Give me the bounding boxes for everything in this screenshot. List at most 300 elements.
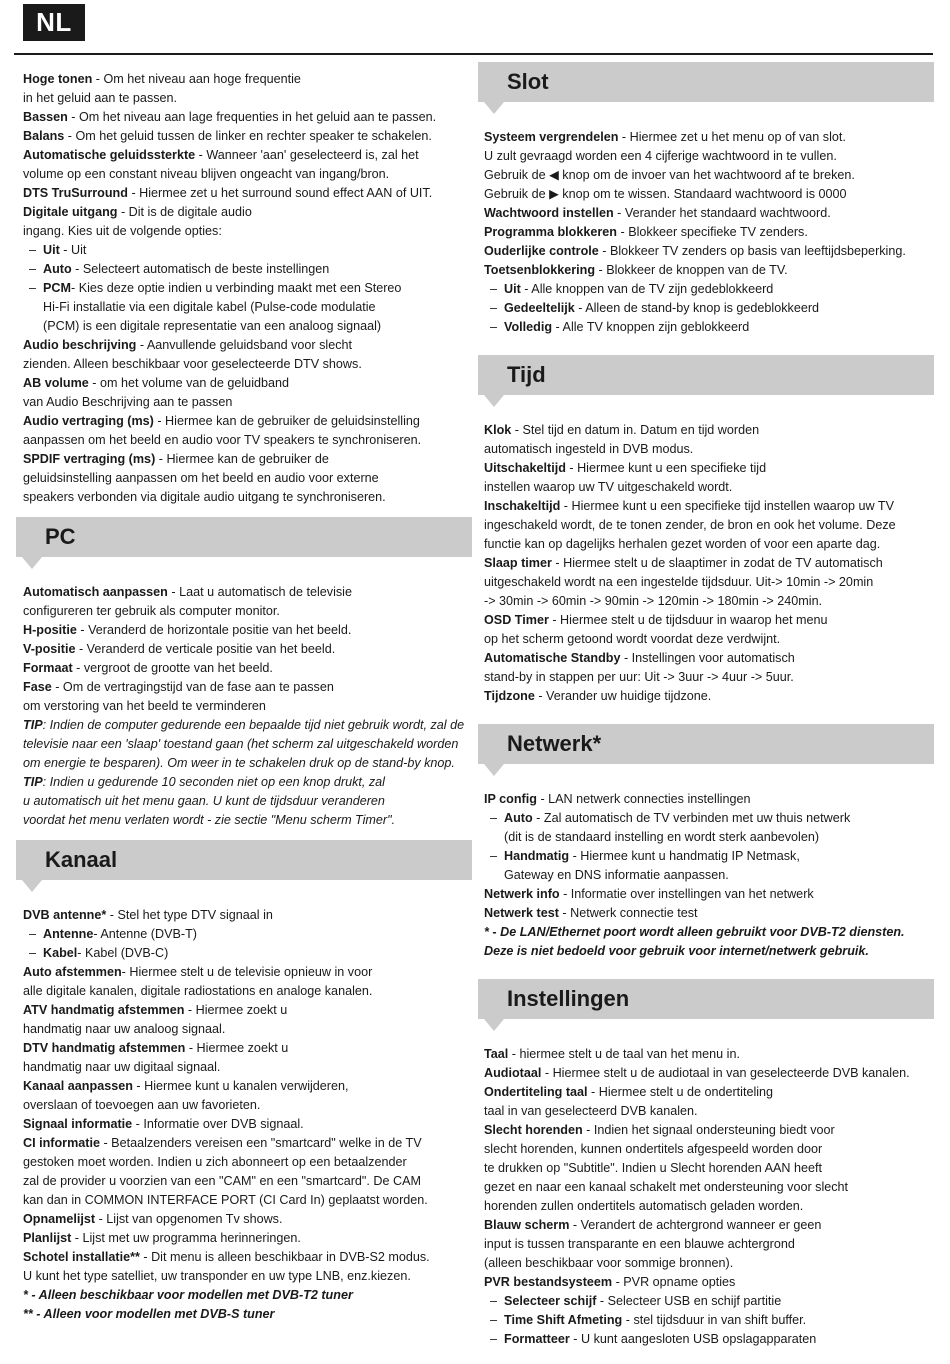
section-header-pc bbox=[16, 517, 472, 557]
continuation-text: U zult gevraagd worden een 4 cijferige wachtwoord in te vullen. bbox=[484, 149, 837, 163]
tip-text: om energie te besparen). Om weer in te schakelen druk op de stand-by knop. bbox=[23, 756, 455, 770]
continuation-text: overslaan of toevoegen aan uw favorieten. bbox=[23, 1098, 261, 1112]
tip-line bbox=[23, 716, 468, 735]
continuation-text: slecht horenden, kunnen ondertitels afgespeeld worden door bbox=[484, 1142, 823, 1156]
setting-term: Ouderlijke controle bbox=[484, 244, 599, 258]
setting-term: V-positie bbox=[23, 642, 76, 656]
setting-entry bbox=[23, 659, 468, 678]
section-header-slot bbox=[478, 62, 934, 102]
setting-term: Automatische Standby bbox=[484, 651, 621, 665]
section-title-kanaal: Kanaal bbox=[45, 847, 118, 872]
setting-entry bbox=[23, 412, 468, 431]
setting-entry bbox=[484, 649, 930, 668]
continuation-line bbox=[484, 630, 930, 649]
setting-description: - Blokkeer specifieke TV zenders. bbox=[617, 225, 808, 239]
setting-option bbox=[484, 1330, 930, 1349]
audio-settings-list bbox=[23, 70, 468, 507]
continuation-text: Gateway en DNS informatie aanpassen. bbox=[504, 868, 729, 882]
setting-term: ATV handmatig afstemmen bbox=[23, 1003, 185, 1017]
setting-term: Fase bbox=[23, 680, 52, 694]
footnote bbox=[484, 923, 930, 942]
setting-term: Audio beschrijving bbox=[23, 338, 137, 352]
setting-description: - Hiermee stelt u de ondertiteling bbox=[587, 1085, 774, 1099]
continuation-text: van Audio Beschrijving aan te passen bbox=[23, 395, 233, 409]
setting-description: - Hiermee zoekt u bbox=[184, 1003, 288, 1017]
setting-term: Audio vertraging (ms) bbox=[23, 414, 154, 428]
setting-term: Wachtwoord instellen bbox=[484, 206, 614, 220]
setting-term: PVR bestandsysteem bbox=[484, 1275, 613, 1289]
setting-description: - Betaalzenders vereisen een "smartcard" welke in de TV bbox=[99, 1136, 422, 1150]
setting-option bbox=[484, 1292, 930, 1311]
setting-entry bbox=[23, 203, 468, 222]
continuation-text: taal in van geselecteerd DVB kanalen. bbox=[484, 1104, 698, 1118]
setting-term: Toetsenblokkering bbox=[484, 263, 596, 277]
setting-term: Inschakeltijd bbox=[484, 499, 561, 513]
setting-term: AB volume bbox=[23, 376, 89, 390]
setting-term: Automatisch aanpassen bbox=[23, 585, 168, 599]
section-header-instellingen bbox=[478, 979, 934, 1019]
setting-term: Auto afstemmen bbox=[23, 965, 122, 979]
right-column bbox=[484, 62, 930, 1349]
setting-description: - hiermee stelt u de taal van het menu in. bbox=[508, 1047, 740, 1061]
setting-entry bbox=[23, 108, 468, 127]
setting-option bbox=[484, 280, 930, 299]
continuation-text: ingang. Kies uit de volgende opties: bbox=[23, 224, 222, 238]
tip-text: voordat het menu verlaten wordt - zie sectie "Menu scherm Timer". bbox=[23, 813, 396, 827]
continuation-text: om verstoring van het beeld te verminderen bbox=[23, 699, 266, 713]
continuation-text: configureren ter gebruik als computer monitor. bbox=[23, 604, 280, 618]
section-title-netwerk: Netwerk* bbox=[507, 731, 602, 756]
setting-description: - om het volume van de geluidband bbox=[88, 376, 290, 390]
section-header-kanaal bbox=[16, 840, 472, 880]
tip-continuation bbox=[23, 754, 468, 773]
option-description: - U kunt aangesloten USB opslagapparaten bbox=[569, 1332, 817, 1346]
continuation-line bbox=[484, 440, 930, 459]
setting-description: - Hiermee zet u het menu op of van slot. bbox=[618, 130, 846, 144]
continuation-text: handmatig naar uw analoog signaal. bbox=[23, 1022, 226, 1036]
setting-option bbox=[23, 241, 468, 260]
setting-option bbox=[484, 1311, 930, 1330]
continuation-text: stand-by in stappen per uur: Uit -> 3uur -> 4uur -> 5uur. bbox=[484, 670, 794, 684]
section-header-netwerk bbox=[478, 724, 934, 764]
option-term: Gedeeltelijk bbox=[504, 301, 575, 315]
setting-entry bbox=[484, 421, 930, 440]
continuation-text: uitgeschakeld wordt na een ingestelde tijdsduur. Uit-> 10min -> 20min bbox=[484, 575, 874, 589]
continuation-line bbox=[23, 1153, 468, 1172]
continuation-text: op het scherm getoond wordt voordat deze verdwijnt. bbox=[484, 632, 781, 646]
setting-description: - Om de vertragingstijd van de fase aan te passen bbox=[51, 680, 334, 694]
setting-term: Audiotaal bbox=[484, 1066, 542, 1080]
setting-entry bbox=[23, 70, 468, 89]
continuation-line bbox=[23, 469, 468, 488]
continuation-text: functie kan op dagelijks herhalen gezet worden of voor een aparte dag. bbox=[484, 537, 881, 551]
setting-entry bbox=[484, 497, 930, 516]
setting-entry bbox=[23, 146, 468, 165]
setting-description: - Verander het standaard wachtwoord. bbox=[613, 206, 831, 220]
setting-term: Digitale uitgang bbox=[23, 205, 118, 219]
setting-term: Netwerk info bbox=[484, 887, 560, 901]
continuation-text: automatisch ingesteld in DVB modus. bbox=[484, 442, 694, 456]
setting-description: - Aanvullende geluidsband voor slecht bbox=[136, 338, 352, 352]
setting-description: - Veranderd de verticale positie van het beeld. bbox=[75, 642, 336, 656]
continuation-line bbox=[23, 1058, 468, 1077]
continuation-text: zal de provider u voorzien van een "CAM" en een "smartcard". De CAM bbox=[23, 1174, 421, 1188]
section-title-slot: Slot bbox=[507, 69, 549, 94]
option-description: - Kies deze optie indien u verbinding maakt met een Stereo bbox=[71, 281, 402, 295]
setting-term: OSD Timer bbox=[484, 613, 549, 627]
setting-term: DVB antenne* bbox=[23, 908, 107, 922]
setting-entry bbox=[484, 904, 930, 923]
option-description: - Selecteer USB en schijf partitie bbox=[596, 1294, 782, 1308]
continuation-line bbox=[23, 222, 468, 241]
setting-entry bbox=[23, 1001, 468, 1020]
continuation-line bbox=[484, 1235, 930, 1254]
footnote-text: * - Alleen beschikbaar voor modellen met DVB-T2 tuner bbox=[23, 1288, 353, 1302]
continuation-line bbox=[484, 668, 930, 687]
setting-description: - Stel het type DTV signaal in bbox=[106, 908, 273, 922]
tip-label: TIP bbox=[23, 775, 43, 789]
footnote bbox=[23, 1305, 468, 1324]
setting-term: CI informatie bbox=[23, 1136, 100, 1150]
instellingen-settings-list bbox=[484, 1045, 930, 1349]
continuation-text: volume op een constant niveau blijven ongeacht van ingang/bron. bbox=[23, 167, 390, 181]
setting-entry bbox=[23, 963, 468, 982]
continuation-line bbox=[23, 89, 468, 108]
setting-term: Kanaal aanpassen bbox=[23, 1079, 133, 1093]
option-description: - Alleen de stand-by knop is gedeblokkeerd bbox=[574, 301, 820, 315]
setting-description: - Hiermee kunt u een specifieke tijd instellen waarop uw TV bbox=[560, 499, 894, 513]
setting-option bbox=[23, 925, 468, 944]
tip-continuation bbox=[23, 735, 468, 754]
setting-entry bbox=[23, 640, 468, 659]
continuation-line bbox=[484, 1254, 930, 1273]
continuation-text: aanpassen om het beeld en audio voor TV speakers te synchroniseren. bbox=[23, 433, 422, 447]
setting-term: Hoge tonen bbox=[23, 72, 93, 86]
continuation-line bbox=[484, 1140, 930, 1159]
setting-description: - Lijst van opgenomen Tv shows. bbox=[95, 1212, 283, 1226]
continuation-text: instellen waarop uw TV uitgeschakeld wordt. bbox=[484, 480, 733, 494]
setting-description: - Hiermee stelt u de slaaptimer in zodat de TV automatisch bbox=[551, 556, 883, 570]
setting-description: - Informatie over instellingen van het netwerk bbox=[559, 887, 814, 901]
continuation-line bbox=[484, 1159, 930, 1178]
footnote bbox=[484, 942, 930, 961]
continuation-line bbox=[23, 355, 468, 374]
continuation-text: ingeschakeld wordt, de te tonen zender, de bron en ook het volume. Deze bbox=[484, 518, 896, 532]
kanaal-settings-list bbox=[23, 906, 468, 1324]
header-rule bbox=[14, 53, 933, 55]
setting-entry bbox=[484, 1064, 930, 1083]
setting-description: - Hiermee zoekt u bbox=[185, 1041, 289, 1055]
setting-term: H-positie bbox=[23, 623, 77, 637]
pc-settings-list bbox=[23, 583, 468, 830]
continuation-text: horenden zullen ondertitels automatisch geladen worden. bbox=[484, 1199, 804, 1213]
setting-description: - Hiermee stelt u de tijdsduur in waarop het menu bbox=[548, 613, 828, 627]
setting-description: - Hiermee zet u het surround sound effect AAN of UIT. bbox=[127, 186, 433, 200]
tip-text: u automatisch uit het menu gaan. U kunt de tijdsduur veranderen bbox=[23, 794, 385, 808]
setting-entry bbox=[23, 1210, 468, 1229]
continuation-text: (alleen beschikbaar voor sommige bronnen). bbox=[484, 1256, 734, 1270]
setting-entry bbox=[23, 1077, 468, 1096]
continuation-line bbox=[23, 602, 468, 621]
continuation-line bbox=[23, 488, 468, 507]
continuation-text: Gebruik de ◀ knop om de invoer van het wachtwoord af te breken. bbox=[484, 168, 855, 182]
continuation-line bbox=[23, 1191, 468, 1210]
setting-term: SPDIF vertraging (ms) bbox=[23, 452, 156, 466]
continuation-line bbox=[484, 147, 930, 166]
option-term: Handmatig bbox=[504, 849, 570, 863]
slot-settings-list bbox=[484, 128, 930, 337]
setting-term: Automatische geluidssterkte bbox=[23, 148, 196, 162]
footnote-text: Deze is niet bedoeld voor gebruik voor internet/netwerk gebruik. bbox=[484, 944, 869, 958]
setting-entry bbox=[484, 204, 930, 223]
setting-term: Signaal informatie bbox=[23, 1117, 133, 1131]
continuation-line bbox=[484, 185, 930, 204]
setting-term: Formaat bbox=[23, 661, 73, 675]
setting-term: Uitschakeltijd bbox=[484, 461, 566, 475]
continuation-text: kan dan in COMMON INTERFACE PORT (CI Card In) geplaatst worden. bbox=[23, 1193, 428, 1207]
option-continuation bbox=[484, 828, 930, 847]
option-continuation bbox=[484, 866, 930, 885]
continuation-line bbox=[484, 516, 930, 535]
option-term: Uit bbox=[504, 282, 521, 296]
continuation-line bbox=[484, 535, 930, 554]
language-badge: NL bbox=[23, 4, 85, 41]
option-term: PCM bbox=[43, 281, 71, 295]
option-description: - Hiermee kunt u handmatig IP Netmask, bbox=[569, 849, 800, 863]
setting-term: Klok bbox=[484, 423, 512, 437]
setting-entry bbox=[484, 128, 930, 147]
setting-entry bbox=[23, 450, 468, 469]
continuation-text: in het geluid aan te passen. bbox=[23, 91, 178, 105]
setting-entry bbox=[484, 790, 930, 809]
setting-term: DTV handmatig afstemmen bbox=[23, 1041, 186, 1055]
continuation-line bbox=[484, 1178, 930, 1197]
tip-text: : Indien u gedurende 10 seconden niet op een knop drukt, zal bbox=[42, 775, 385, 789]
continuation-text: speakers verbonden via digitale audio uitgang te synchroniseren. bbox=[23, 490, 386, 504]
setting-term: Opnamelijst bbox=[23, 1212, 96, 1226]
continuation-line bbox=[484, 166, 930, 185]
setting-term: Ondertiteling taal bbox=[484, 1085, 588, 1099]
setting-description: - Hiermee stelt u de televisie opnieuw in voor bbox=[121, 965, 373, 979]
continuation-text: U kunt het type satelliet, uw transponder en uw type LNB, enz.kiezen. bbox=[23, 1269, 411, 1283]
setting-term: Bassen bbox=[23, 110, 68, 124]
option-continuation bbox=[23, 298, 468, 317]
tip-text: : Indien de computer gedurende een bepaalde tijd niet gebruik wordt, zal de bbox=[42, 718, 465, 732]
tip-line bbox=[23, 773, 468, 792]
setting-description: - Om het geluid tussen de linker en rechter speaker te schakelen. bbox=[64, 129, 432, 143]
setting-option bbox=[23, 260, 468, 279]
setting-term: Balans bbox=[23, 129, 65, 143]
setting-entry bbox=[484, 1121, 930, 1140]
section-title-pc: PC bbox=[45, 524, 76, 549]
option-term: Auto bbox=[43, 262, 72, 276]
continuation-text: gestoken moet worden. Indien u zich abonneert op een betaalzender bbox=[23, 1155, 407, 1169]
setting-description: - Hiermee kunt u een specifieke tijd bbox=[565, 461, 767, 475]
setting-option bbox=[484, 847, 930, 866]
tijd-settings-list bbox=[484, 421, 930, 706]
continuation-line bbox=[23, 697, 468, 716]
continuation-line bbox=[23, 165, 468, 184]
continuation-line bbox=[484, 1102, 930, 1121]
continuation-line bbox=[484, 573, 930, 592]
continuation-line bbox=[484, 1197, 930, 1216]
option-description: - Kabel (DVB-C) bbox=[77, 946, 169, 960]
continuation-line bbox=[23, 982, 468, 1001]
option-term: Antenne bbox=[43, 927, 94, 941]
continuation-text: geluidsinstelling aanpassen om het beeld en audio voor externe bbox=[23, 471, 379, 485]
option-term: Selecteer schijf bbox=[504, 1294, 597, 1308]
option-term: Time Shift Afmeting bbox=[504, 1313, 623, 1327]
tip-text: televisie naar een 'slaap' toestand gaan (het scherm zal uitgeschakeld worden bbox=[23, 737, 459, 751]
setting-entry bbox=[23, 1134, 468, 1153]
option-term: Formatteer bbox=[504, 1332, 570, 1346]
netwerk-settings-list bbox=[484, 790, 930, 961]
setting-term: Taal bbox=[484, 1047, 509, 1061]
setting-entry bbox=[23, 127, 468, 146]
continuation-text: input is tussen transparante en een blauwe achtergrond bbox=[484, 1237, 795, 1251]
setting-term: DTS TruSurround bbox=[23, 186, 128, 200]
setting-description: - PVR opname opties bbox=[612, 1275, 736, 1289]
setting-term: Programma blokkeren bbox=[484, 225, 617, 239]
setting-term: Slecht horenden bbox=[484, 1123, 583, 1137]
setting-term: Schotel installatie** bbox=[23, 1250, 140, 1264]
continuation-text: handmatig naar uw digitaal signaal. bbox=[23, 1060, 221, 1074]
option-description: - Selecteert automatisch de beste instellingen bbox=[71, 262, 330, 276]
setting-term: Tijdzone bbox=[484, 689, 535, 703]
setting-description: - Laat u automatisch de televisie bbox=[167, 585, 352, 599]
setting-entry bbox=[484, 242, 930, 261]
setting-entry bbox=[484, 1083, 930, 1102]
option-description: - Alle TV knoppen zijn geblokkeerd bbox=[552, 320, 750, 334]
setting-entry bbox=[23, 184, 468, 203]
setting-description: - Dit menu is alleen beschikbaar in DVB-S2 modus. bbox=[139, 1250, 430, 1264]
setting-description: - Wanneer 'aan' geselecteerd is, zal het bbox=[195, 148, 419, 162]
continuation-line bbox=[484, 592, 930, 611]
setting-entry bbox=[23, 374, 468, 393]
setting-description: - Hiermee stelt u de audiotaal in van geselecteerde DVB kanalen. bbox=[541, 1066, 910, 1080]
option-continuation bbox=[23, 317, 468, 336]
continuation-line bbox=[23, 1020, 468, 1039]
setting-entry bbox=[484, 1216, 930, 1235]
continuation-line bbox=[23, 393, 468, 412]
setting-entry bbox=[23, 1248, 468, 1267]
setting-option bbox=[23, 944, 468, 963]
setting-description: - Stel tijd en datum in. Datum en tijd worden bbox=[511, 423, 760, 437]
option-term: Kabel bbox=[43, 946, 78, 960]
setting-description: - Dit is de digitale audio bbox=[117, 205, 252, 219]
setting-description: - vergroot de grootte van het beeld. bbox=[72, 661, 273, 675]
option-description: - stel tijdsduur in van shift buffer. bbox=[622, 1313, 807, 1327]
setting-description: - Hiermee kunt u kanalen verwijderen, bbox=[132, 1079, 349, 1093]
option-term: Uit bbox=[43, 243, 60, 257]
tip-continuation bbox=[23, 811, 468, 830]
setting-entry bbox=[23, 1115, 468, 1134]
setting-option bbox=[23, 279, 468, 298]
setting-entry bbox=[484, 687, 930, 706]
option-term: Auto bbox=[504, 811, 533, 825]
option-description: - Alle knoppen van de TV zijn gedeblokkeerd bbox=[520, 282, 774, 296]
left-column bbox=[23, 70, 468, 1324]
setting-term: Netwerk test bbox=[484, 906, 559, 920]
continuation-text: -> 30min -> 60min -> 90min -> 120min -> 180min -> 240min. bbox=[484, 594, 823, 608]
setting-description: - Hiermee kan de gebruiker de bbox=[155, 452, 329, 466]
setting-entry bbox=[23, 621, 468, 640]
setting-entry bbox=[484, 261, 930, 280]
setting-description: - LAN netwerk connecties instellingen bbox=[536, 792, 751, 806]
setting-entry bbox=[484, 554, 930, 573]
setting-description: - Verandert de achtergrond wanneer er geen bbox=[569, 1218, 822, 1232]
setting-term: Planlijst bbox=[23, 1231, 72, 1245]
setting-description: - Informatie over DVB signaal. bbox=[132, 1117, 304, 1131]
setting-description: - Instellingen voor automatisch bbox=[620, 651, 795, 665]
setting-entry bbox=[23, 906, 468, 925]
setting-term: Slaap timer bbox=[484, 556, 552, 570]
continuation-text: (PCM) is een digitale representatie van een analoog signaal) bbox=[43, 319, 382, 333]
setting-description: - Blokkeer de knoppen van de TV. bbox=[595, 263, 788, 277]
footnote-text: * - De LAN/Ethernet poort wordt alleen gebruikt voor DVB-T2 diensten. bbox=[484, 925, 905, 939]
continuation-text: alle digitale kanalen, digitale radiostations en analoge kanalen. bbox=[23, 984, 373, 998]
setting-description: - Verander uw huidige tijdzone. bbox=[534, 689, 712, 703]
setting-description: - Om het niveau aan lage frequenties in het geluid aan te passen. bbox=[67, 110, 437, 124]
continuation-line bbox=[23, 1267, 468, 1286]
setting-entry bbox=[23, 336, 468, 355]
footnote-text: ** - Alleen voor modellen met DVB-S tuner bbox=[23, 1307, 275, 1321]
setting-entry bbox=[23, 1229, 468, 1248]
option-description: - Uit bbox=[59, 243, 87, 257]
section-title-instellingen: Instellingen bbox=[507, 986, 630, 1011]
setting-entry bbox=[484, 459, 930, 478]
continuation-line bbox=[484, 478, 930, 497]
setting-description: - Veranderd de horizontale positie van het beeld. bbox=[76, 623, 352, 637]
option-term: Volledig bbox=[504, 320, 553, 334]
footnote bbox=[23, 1286, 468, 1305]
setting-description: - Om het niveau aan hoge frequentie bbox=[92, 72, 301, 86]
continuation-text: zienden. Alleen beschikbaar voor geselecteerde DTV shows. bbox=[23, 357, 362, 371]
section-title-tijd: Tijd bbox=[507, 362, 546, 387]
continuation-line bbox=[23, 1172, 468, 1191]
continuation-text: te drukken op "Subtitle". Indien u Slecht horenden AAN heeft bbox=[484, 1161, 823, 1175]
continuation-text: (dit is de standaard instelling en wordt sterk aanbevolen) bbox=[504, 830, 820, 844]
tip-label: TIP bbox=[23, 718, 43, 732]
setting-term: Systeem vergrendelen bbox=[484, 130, 619, 144]
continuation-text: Hi-Fi installatie via een digitale kabel (Pulse-code modulatie bbox=[43, 300, 376, 314]
continuation-text: Gebruik de ▶ knop om te wissen. Standaard wachtwoord is 0000 bbox=[484, 187, 847, 201]
tip-continuation bbox=[23, 792, 468, 811]
setting-entry bbox=[484, 1273, 930, 1292]
setting-description: - Hiermee kan de gebruiker de geluidsinstelling bbox=[153, 414, 420, 428]
continuation-line bbox=[23, 1096, 468, 1115]
setting-entry bbox=[484, 1045, 930, 1064]
setting-description: - Netwerk connectie test bbox=[558, 906, 698, 920]
setting-description: - Blokkeer TV zenders op basis van leeftijdsbeperking. bbox=[598, 244, 906, 258]
setting-entry bbox=[484, 611, 930, 630]
setting-description: - Lijst met uw programma herinneringen. bbox=[71, 1231, 301, 1245]
setting-entry bbox=[23, 583, 468, 602]
setting-option bbox=[484, 809, 930, 828]
setting-entry bbox=[23, 1039, 468, 1058]
section-header-tijd bbox=[478, 355, 934, 395]
option-description: - Antenne (DVB-T) bbox=[93, 927, 197, 941]
setting-term: Blauw scherm bbox=[484, 1218, 570, 1232]
setting-term: IP config bbox=[484, 792, 537, 806]
continuation-line bbox=[23, 431, 468, 450]
option-description: - Zal automatisch de TV verbinden met uw thuis netwerk bbox=[532, 811, 851, 825]
setting-entry bbox=[484, 885, 930, 904]
setting-option bbox=[484, 299, 930, 318]
setting-entry bbox=[23, 678, 468, 697]
setting-option bbox=[484, 318, 930, 337]
continuation-text: gezet en naar een kanaal schakelt met ondersteuning voor slecht bbox=[484, 1180, 849, 1194]
